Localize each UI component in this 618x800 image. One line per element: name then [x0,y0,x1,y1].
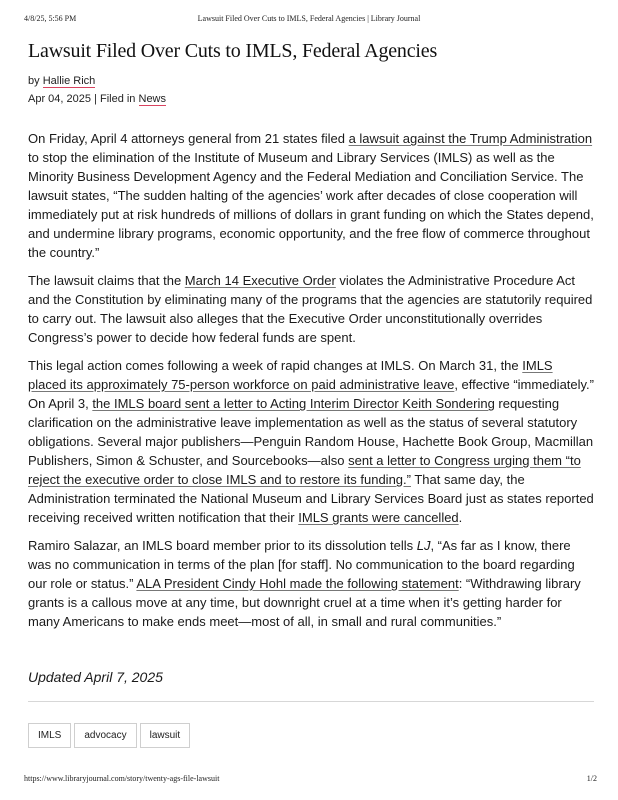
text: . [458,510,463,525]
category-link[interactable]: News [138,93,167,105]
text: That same day, the Administration terminated the National Museum and Library Services Board just as states reported receiving received written notification that their [28,472,594,525]
publishers-letter-link[interactable]: sent a letter to Congress urging them “to reject the executive order to close IMLS and to restore its funding.” [28,453,581,487]
tag-list [28,723,594,748]
print-page-number: 1/2 [586,774,597,783]
text: : “Withdrawing library grants is a callous move at any time, but downright cruel at a time when it’s getting harder for many Americans to make ends meet—most of all, in small and rural communities.” [28,576,581,629]
paragraph-2 [28,271,594,347]
board-letter-link[interactable]: the IMLS board sent a letter to Acting Interim Director Keith Sondering [92,396,495,411]
tag-imls[interactable]: IMLS [28,723,71,748]
author-link[interactable]: Hallie Rich [42,75,96,87]
article-body [28,129,594,631]
text: This legal action comes following a week of rapid changes at IMLS. On March 31, the [28,358,523,373]
print-url: https://www.libraryjournal.com/story/twenty-ags-file-lawsuit [24,774,220,783]
paragraph-4 [28,536,594,631]
text: The lawsuit claims that the [28,273,185,288]
paragraph-1 [28,129,594,262]
publication-abbrev: LJ [416,538,431,553]
divider [28,701,594,702]
text: requesting clarification on the administrative leave implementation as well as the status of several statutory obligations. Several major publishers—Penguin Random House, Hachette Book Group, Macmillan Publishers, Simon & Schuster, and Sourcebooks—also [28,396,594,468]
print-page-title: Lawsuit Filed Over Cuts to IMLS, Federal Agencies | Library Journal [197,14,421,23]
text: On Friday, April 4 attorneys general from 21 states filed [28,131,349,146]
byline [28,72,594,90]
dateline [28,90,594,108]
updated-note: Updated April 7, 2025 [28,669,163,685]
article-headline: Lawsuit Filed Over Cuts to IMLS, Federal Agencies [28,40,438,62]
text: , “As far as I know, there was no communication in terms of the plan [for staff]. No communication to the board regarding our role or status.” [28,538,575,591]
byline-prefix: by [28,75,43,87]
article [28,38,594,748]
paragraph-3 [28,356,594,527]
text: to stop the elimination of the Institute of Museum and Library Services (IMLS) as well as the Minority Business Development Agency and the Federal Mediation and Conciliation Service. The lawsuit states, “The sudden halting of the agencies’ work after decades of close cooperation will immediately put at risk hundreds of millions of dollars in grant funding on which the States depend, and undermine library programs, economic opportunity, and the free flow of commerce throughout the country.” [28,150,594,260]
publish-date: Apr 04, 2025 [28,93,91,105]
executive-order-link[interactable]: March 14 Executive Order [184,273,336,288]
text: , effective “immediately.” On April 3, [28,377,595,411]
administrative-leave-link[interactable]: IMLS placed its approximately 75-person workforce on paid administrative leave [28,358,553,392]
tag-lawsuit[interactable]: lawsuit [140,723,191,748]
grants-cancelled-link[interactable]: IMLS grants were cancelled [298,510,459,525]
text: Ramiro Salazar, an IMLS board member prior to its dissolution tells [28,538,417,553]
lawsuit-link[interactable]: a lawsuit against the Trump Administration [348,131,593,146]
tag-advocacy[interactable]: advocacy [74,723,136,748]
print-header [0,14,618,28]
text: violates the Administrative Procedure Act and the Constitution by eliminating many of the programs that the agencies are statutorily required to carry out. The lawsuit also alleges that the Executive Order unconstitutionally overrides Congress’s power to decide how federal funds are spent. [28,273,593,345]
print-datetime: 4/8/25, 5:56 PM [24,14,77,23]
ala-statement-link[interactable]: ALA President Cindy Hohl made the following statement [136,576,459,591]
filed-in-label: | Filed in [91,93,139,105]
